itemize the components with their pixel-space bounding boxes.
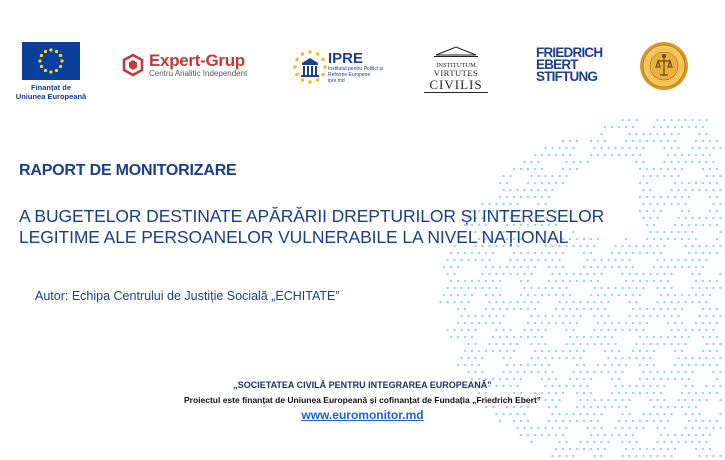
- ipre-name: IPRE: [328, 49, 364, 67]
- project-name: „SOCIETATEA CIVILĂ PENTRU INTEGRAREA EUROPEANĂ”: [233, 380, 492, 390]
- expert-grup-cube-icon: [121, 53, 145, 77]
- ivc-line1: INSTITUTUM: [436, 62, 476, 69]
- eu-caption-line1: Finanțat de: [30, 83, 71, 92]
- expert-grup-name: Expert-Grup: [149, 51, 245, 70]
- fes-line1: FRIEDRICH: [536, 45, 603, 60]
- eu-caption-line2: Uniunea Europeană: [15, 92, 87, 101]
- report-kicker: RAPORT DE MONITORIZARE: [19, 162, 237, 179]
- ivc-temple-icon: [434, 45, 478, 57]
- ivc-line2: VIRTUTES: [433, 68, 479, 78]
- author-line: Autor: Echipa Centrului de Justiție Socială „ECHITATE”: [35, 289, 340, 303]
- website-link[interactable]: www.euromonitor.md: [301, 408, 424, 422]
- ivc-logo: [424, 44, 488, 93]
- fes-logo: [536, 45, 603, 84]
- ipre-logo: [292, 44, 388, 90]
- ivc-line3: CIVILIS: [429, 77, 483, 92]
- fes-line3: STIFTUNG: [536, 69, 598, 84]
- echitate-seal-logo: [639, 41, 689, 91]
- expert-grup-subtitle: Centru Analitic Independent: [149, 69, 248, 78]
- eu-flag-icon: [22, 42, 80, 80]
- eu-caption: [6, 83, 96, 101]
- report-title: A BUGETELOR DESTINATE APĂRĂRII DREPTURILOR ȘI INTERESELOR LEGITIME ALE PERSOANELOR VULNERABILE LA NIVEL NAȚIONAL: [19, 206, 605, 247]
- ipre-subtitle: Institutul pentru Politici și Reforme Europene ipre.md: [328, 65, 384, 84]
- funding-note: Proiectul este finanțat de Uniunea Europeană și cofinanțat de Fundația „Friedrich Ebert”: [183, 395, 542, 405]
- fes-line2: EBERT: [536, 57, 578, 72]
- ipre-building-icon: [292, 44, 328, 90]
- expert-grup-logo: [121, 52, 247, 78]
